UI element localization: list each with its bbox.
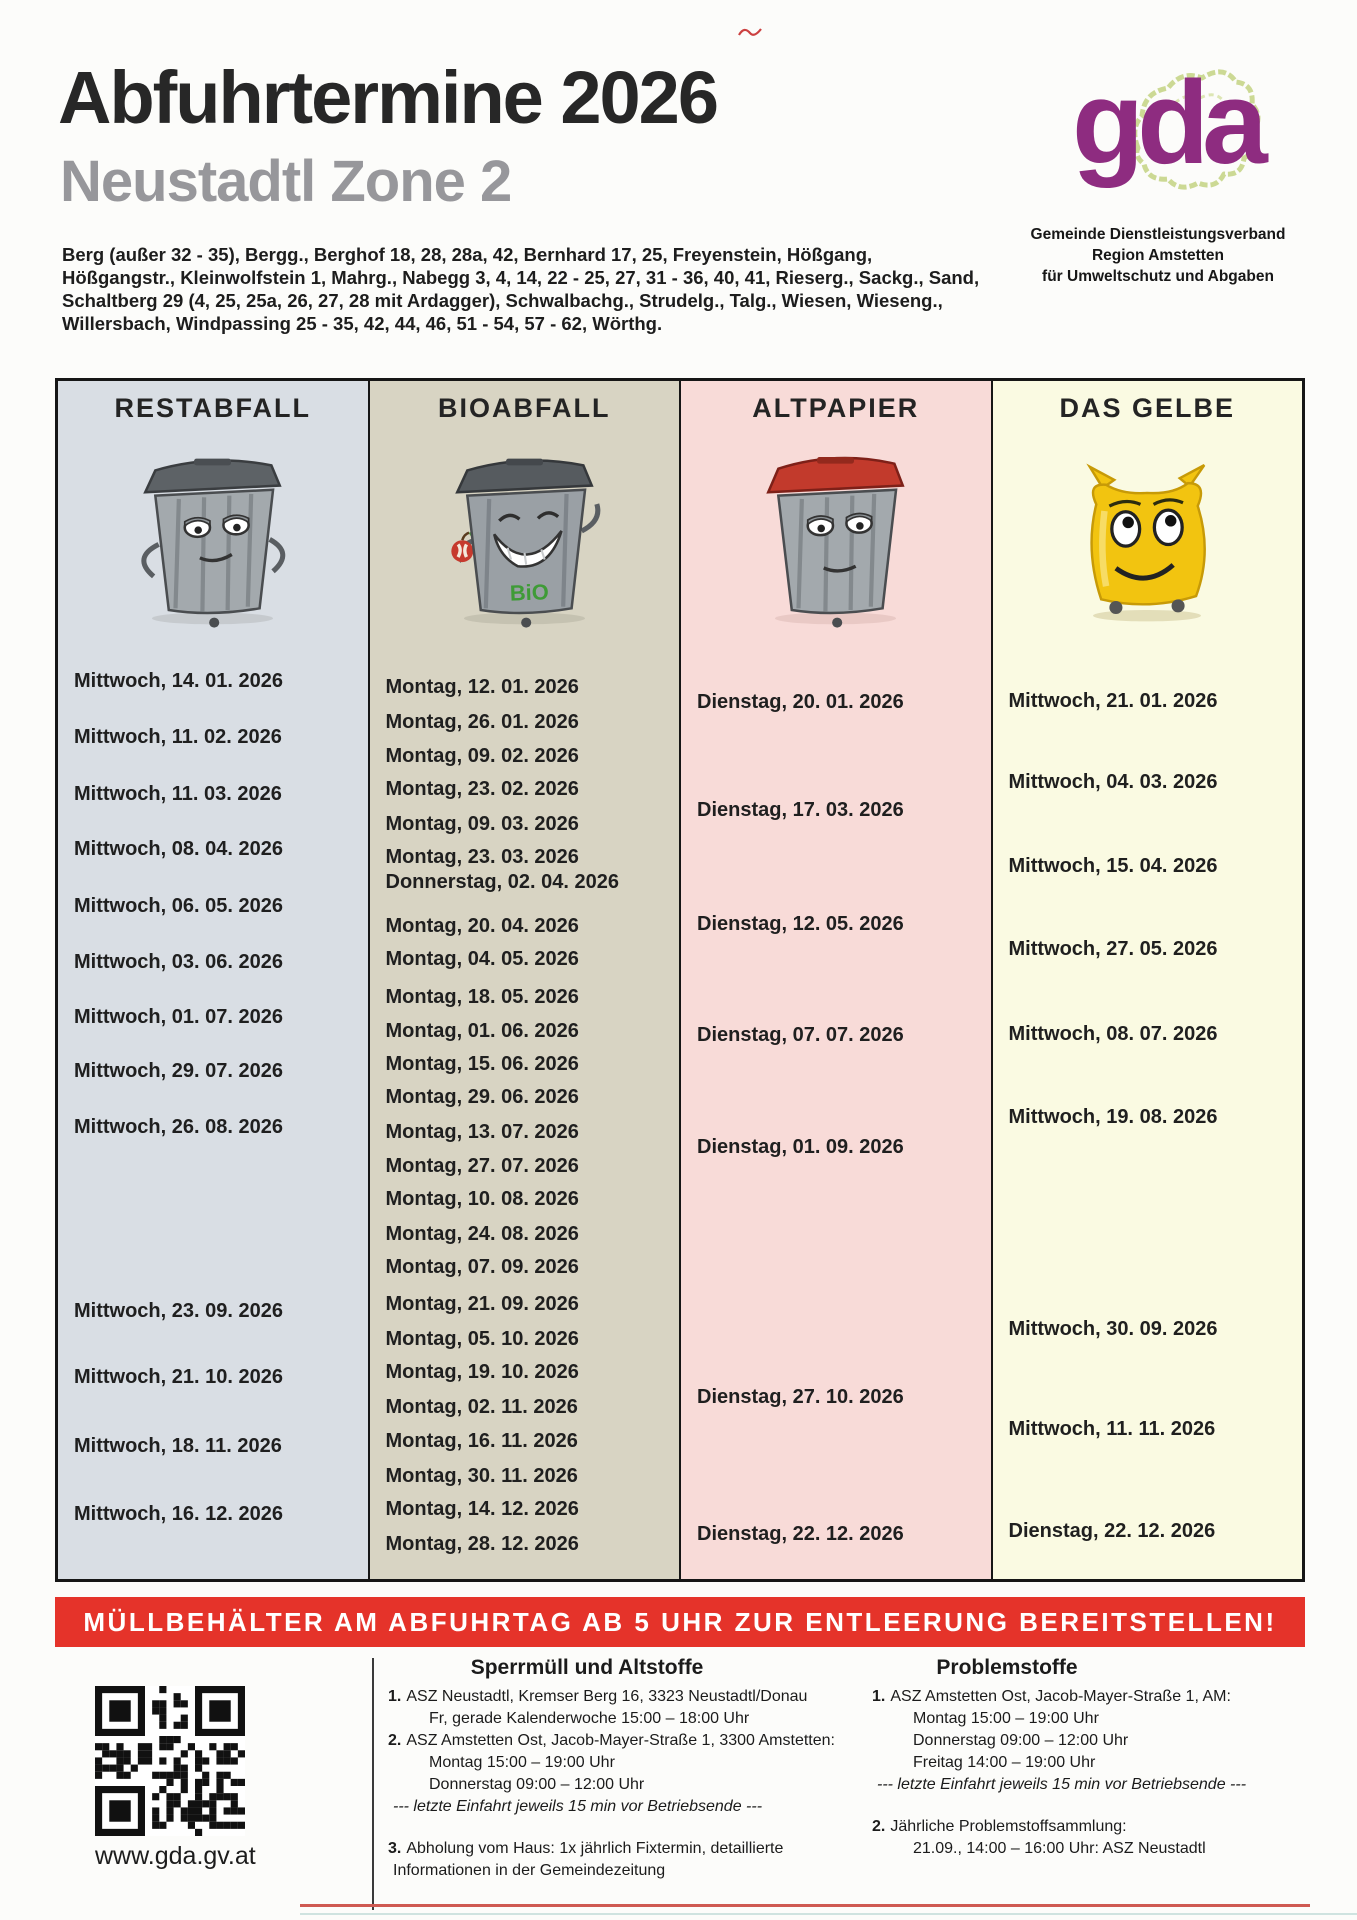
bulky-waste-section <box>388 1657 848 1882</box>
footer-line <box>388 1730 848 1752</box>
collection-date: Montag, 01. 06. 2026 <box>385 1020 579 1042</box>
line-text: Montag 15:00 – 19:00 Uhr <box>429 1754 615 1771</box>
collection-date: Mittwoch, 01. 07. 2026 <box>74 1006 283 1028</box>
footer-line <box>388 1686 848 1708</box>
hazardous-waste-section <box>872 1657 1312 1860</box>
collection-date: Montag, 14. 12. 2026 <box>385 1498 579 1520</box>
line-text: Donnerstag 09:00 – 12:00 Uhr <box>913 1732 1129 1749</box>
collection-date: Montag, 02. 11. 2026 <box>385 1396 578 1418</box>
website-url: www.gda.gv.at <box>95 1842 256 1870</box>
covered-streets-line: Berg (außer 32 - 35), Bergg., Berghof 18, 28, 28a, 42, Bernhard 17, 25, Freyenstein, Hößgang, <box>62 244 873 265</box>
collection-date: Montag, 27. 07. 2026 <box>385 1155 579 1177</box>
page-title: Abfuhrtermine 2026 <box>58 56 717 139</box>
gda-caption-line: Gemeinde Dienstleistungsverband <box>1030 226 1286 243</box>
column-bioabfall <box>368 381 680 1579</box>
collection-date: Mittwoch, 27. 05. 2026 <box>1008 938 1218 960</box>
covered-streets-line: Willersbach, Windpassing 25 - 35, 42, 44, 46, 51 - 54, 57 - 62, Wörthg. <box>62 313 663 334</box>
line-number: 3. <box>388 1840 402 1857</box>
column-restabfall <box>58 381 368 1579</box>
das-gelbe-date-list <box>993 638 1303 1579</box>
collection-date: Montag, 30. 11. 2026 <box>385 1465 578 1487</box>
collection-date: Mittwoch, 11. 11. 2026 <box>1008 1418 1216 1440</box>
line-text: ASZ Amstetten Ost, Jacob-Mayer-Straße 1, AM: <box>890 1688 1231 1705</box>
altpapier-bin-icon <box>681 433 991 638</box>
line-number: 2. <box>872 1818 886 1835</box>
collection-date: Dienstag, 12. 05. 2026 <box>697 913 904 935</box>
footer-line <box>388 1708 848 1730</box>
footer-line <box>872 1816 1312 1838</box>
footer-divider <box>372 1658 374 1910</box>
footer-line <box>872 1838 1312 1860</box>
bottom-red-rule <box>300 1904 1310 1907</box>
zone-subtitle: Neustadtl Zone 2 <box>60 149 512 214</box>
column-das-gelbe <box>991 381 1303 1579</box>
footer-line <box>388 1860 848 1882</box>
qr-code <box>95 1686 245 1836</box>
collection-date: Dienstag, 17. 03. 2026 <box>697 799 904 821</box>
footer-line <box>872 1730 1312 1752</box>
line-text: --- letzte Einfahrt jeweils 15 min vor Betriebsende --- <box>393 1798 763 1815</box>
collection-date: Montag, 21. 09. 2026 <box>385 1293 579 1315</box>
collection-date: Montag, 23. 03. 2026 <box>385 846 579 868</box>
footer-line <box>388 1838 848 1860</box>
footer-line <box>872 1752 1312 1774</box>
collection-date: Dienstag, 22. 12. 2026 <box>1008 1520 1216 1542</box>
column-header-bioabfall: BIOABFALL <box>438 393 611 423</box>
collection-date: Mittwoch, 16. 12. 2026 <box>74 1503 283 1525</box>
gda-logo-wordmark: gda <box>1072 57 1261 189</box>
collection-date: Mittwoch, 03. 06. 2026 <box>74 951 283 973</box>
collection-date: Dienstag, 27. 10. 2026 <box>697 1386 904 1408</box>
collection-date: Montag, 29. 06. 2026 <box>385 1086 579 1108</box>
collection-date: Montag, 23. 02. 2026 <box>385 778 579 800</box>
collection-date: Montag, 19. 10. 2026 <box>385 1361 579 1383</box>
collection-date: Montag, 09. 03. 2026 <box>385 813 579 835</box>
line-text: --- letzte Einfahrt jeweils 15 min vor Betriebsende --- <box>877 1776 1247 1793</box>
line-number: 1. <box>872 1688 886 1705</box>
collection-date: Mittwoch, 21. 10. 2026 <box>74 1366 283 1388</box>
reminder-banner: MÜLLBEHÄLTER AM ABFUHRTAG AB 5 UHR ZUR ENTLEERUNG BEREITSTELLEN! <box>55 1597 1305 1647</box>
footer-line <box>872 1708 1312 1730</box>
line-text: Jährliche Problemstoffsammlung: <box>890 1818 1127 1835</box>
line-text: Freitag 14:00 – 19:00 Uhr <box>913 1754 1096 1771</box>
column-header-das-gelbe: DAS GELBE <box>1059 393 1236 423</box>
collection-date: Montag, 16. 11. 2026 <box>385 1430 578 1452</box>
yellow-sack-icon <box>993 433 1303 638</box>
collection-date: Montag, 15. 06. 2026 <box>385 1053 579 1075</box>
collection-date: Montag, 12. 01. 2026 <box>385 676 579 698</box>
altpapier-date-list <box>681 638 991 1579</box>
collection-date: Mittwoch, 23. 09. 2026 <box>74 1300 283 1322</box>
bioabfall-date-list <box>370 638 680 1579</box>
footer-line <box>388 1752 848 1774</box>
collection-date: Mittwoch, 15. 04. 2026 <box>1008 855 1218 877</box>
line-text: ASZ Neustadtl, Kremser Berg 16, 3323 Neustadtl/Donau <box>406 1688 808 1705</box>
collection-date: Montag, 05. 10. 2026 <box>385 1328 579 1350</box>
footer-line <box>872 1686 1312 1708</box>
collection-date: Mittwoch, 08. 07. 2026 <box>1008 1023 1218 1045</box>
line-text: Donnerstag 09:00 – 12:00 Uhr <box>429 1776 645 1793</box>
bottom-scan-edge-line <box>300 1913 1357 1915</box>
collection-date: Montag, 28. 12. 2026 <box>385 1533 579 1555</box>
collection-date: Dienstag, 22. 12. 2026 <box>697 1523 904 1545</box>
collection-date: Mittwoch, 18. 11. 2026 <box>74 1435 282 1457</box>
collection-date: Montag, 24. 08. 2026 <box>385 1223 579 1245</box>
collection-date: Mittwoch, 04. 03. 2026 <box>1008 771 1218 793</box>
collection-date: Mittwoch, 06. 05. 2026 <box>74 895 283 917</box>
collection-date: Montag, 26. 01. 2026 <box>385 711 579 733</box>
line-text: Fr, gerade Kalenderwoche 15:00 – 18:00 Uhr <box>429 1710 750 1727</box>
covered-streets-list <box>62 243 1002 335</box>
column-altpapier <box>679 381 991 1579</box>
covered-streets-line: Schaltberg 29 (4, 25, 25a, 26, 27, 28 mit Ardagger), Schwalbachg., Strudelg., Talg., Wiesen, Wieseng., <box>62 290 943 311</box>
bioabfall-bin-icon <box>370 433 680 638</box>
collection-date: Montag, 07. 09. 2026 <box>385 1256 579 1278</box>
collection-date: Mittwoch, 14. 01. 2026 <box>74 670 283 692</box>
covered-streets-line: Hößgangstr., Kleinwolfstein 1, Mahrg., Nabegg 3, 4, 14, 22 - 25, 27, 31 - 36, 40, 41, Rieserg., Sackg., Sand, <box>62 267 980 288</box>
collection-date: Montag, 09. 02. 2026 <box>385 745 579 767</box>
bulky-waste-lines <box>388 1686 848 1882</box>
collection-date: Mittwoch, 29. 07. 2026 <box>74 1060 283 1082</box>
collection-date: Mittwoch, 26. 08. 2026 <box>74 1116 283 1138</box>
collection-date: Montag, 13. 07. 2026 <box>385 1121 579 1143</box>
line-number: 2. <box>388 1732 402 1749</box>
collection-date: Mittwoch, 30. 09. 2026 <box>1008 1318 1218 1340</box>
collection-date: Donnerstag, 02. 04. 2026 <box>385 871 619 893</box>
line-text: 21.09., 14:00 – 16:00 Uhr: ASZ Neustadtl <box>913 1840 1206 1857</box>
footer-line <box>388 1796 848 1818</box>
collection-date: Dienstag, 07. 07. 2026 <box>697 1024 904 1046</box>
footer-line <box>872 1774 1312 1796</box>
collection-date: Mittwoch, 08. 04. 2026 <box>74 838 283 860</box>
collection-date: Mittwoch, 21. 01. 2026 <box>1008 690 1218 712</box>
gda-caption-line: für Umweltschutz und Abgaben <box>1042 268 1274 285</box>
bulky-waste-title: Sperrmüll und Altstoffe <box>470 1656 704 1679</box>
collection-date: Montag, 04. 05. 2026 <box>385 948 579 970</box>
collection-date: Montag, 20. 04. 2026 <box>385 915 579 937</box>
line-text: Abholung vom Haus: 1x jährlich Fixtermin, detaillierte <box>406 1840 784 1857</box>
collection-date: Mittwoch, 11. 02. 2026 <box>74 726 282 748</box>
gda-caption-line: Region Amstetten <box>1091 247 1225 264</box>
column-header-restabfall: RESTABFALL <box>114 393 311 423</box>
line-text: Informationen in der Gemeindezeitung <box>393 1862 666 1879</box>
scan-artifact-mark <box>737 24 763 40</box>
hazardous-waste-lines <box>872 1686 1312 1860</box>
collection-date: Montag, 18. 05. 2026 <box>385 986 579 1008</box>
gda-logo-caption <box>1028 224 1288 287</box>
svg-text:BiO: BiO <box>509 578 549 606</box>
line-text: Montag 15:00 – 19:00 Uhr <box>913 1710 1099 1727</box>
line-text: ASZ Amstetten Ost, Jacob-Mayer-Straße 1, 3300 Amstetten: <box>406 1732 835 1749</box>
collection-date: Montag, 10. 08. 2026 <box>385 1188 579 1210</box>
collection-schedule-table <box>55 378 1305 1582</box>
restabfall-bin-icon <box>58 433 368 638</box>
restabfall-date-list <box>58 638 368 1579</box>
line-number: 1. <box>388 1688 402 1705</box>
collection-date: Mittwoch, 19. 08. 2026 <box>1008 1106 1218 1128</box>
collection-date: Dienstag, 01. 09. 2026 <box>697 1136 904 1158</box>
collection-date: Dienstag, 20. 01. 2026 <box>697 691 904 713</box>
column-header-altpapier: ALTPAPIER <box>752 393 920 423</box>
collection-date: Mittwoch, 11. 03. 2026 <box>74 783 282 805</box>
hazardous-waste-title: Problemstoffe <box>936 1656 1078 1679</box>
footer-line <box>388 1774 848 1796</box>
